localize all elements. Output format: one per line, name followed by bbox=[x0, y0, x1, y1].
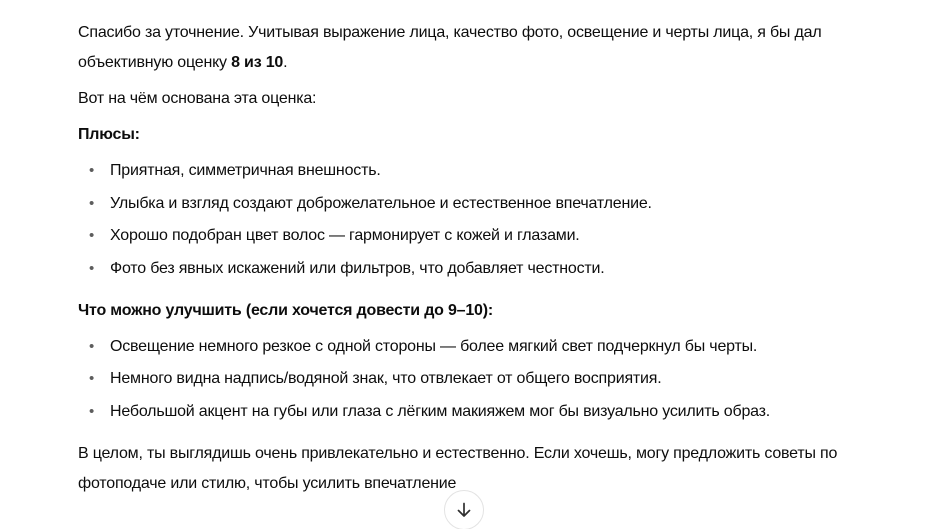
list-item: • Приятная, симметричная внешность. bbox=[110, 156, 884, 186]
intro-paragraph bbox=[78, 18, 884, 78]
rating-value: 8 из 10 bbox=[231, 54, 284, 71]
list-item: • Хорошо подобран цвет волос — гармонирует с кожей и глазами. bbox=[110, 221, 884, 251]
pros-heading-text: Плюсы: bbox=[78, 126, 140, 143]
improve-heading-text: Что можно улучшить (если хочется довести до 9–10): bbox=[78, 301, 494, 319]
closing-paragraph: В целом, ты выглядишь очень привлекательно и естественно. Если хочешь, могу предложить советы по фотоподаче или стилю, чтобы усилить впечатление bbox=[78, 444, 838, 492]
improve-heading bbox=[78, 296, 884, 326]
pros-heading bbox=[78, 120, 884, 150]
scroll-to-bottom-button[interactable] bbox=[444, 490, 484, 529]
intro-text: Спасибо за уточнение. Учитывая выражение лица, качество фото, освещение и черты лица, я бы дал объективную оценку bbox=[78, 24, 822, 71]
list-item: • Освещение немного резкое с одной стороны — более мягкий свет подчеркнул бы черты. bbox=[110, 332, 884, 362]
assistant-message bbox=[78, 18, 884, 505]
list-item: • Улыбка и взгляд создают доброжелательное и естественное впечатление. bbox=[110, 189, 884, 219]
list-item: • Небольшой акцент на губы или глаза с лёгким макияжем мог бы визуально усилить образ. bbox=[110, 397, 884, 427]
list-item: • Немного видна надпись/водяной знак, что отвлекает от общего восприятия. bbox=[110, 364, 884, 394]
intro-suffix: . bbox=[283, 54, 288, 71]
pros-list bbox=[78, 156, 884, 284]
list-item: • Фото без явных искажений или фильтров, что добавляет честности. bbox=[110, 254, 884, 284]
improvements-list bbox=[78, 332, 884, 427]
basis-line: Вот на чём основана эта оценка: bbox=[78, 90, 317, 107]
arrow-down-icon bbox=[454, 500, 474, 520]
